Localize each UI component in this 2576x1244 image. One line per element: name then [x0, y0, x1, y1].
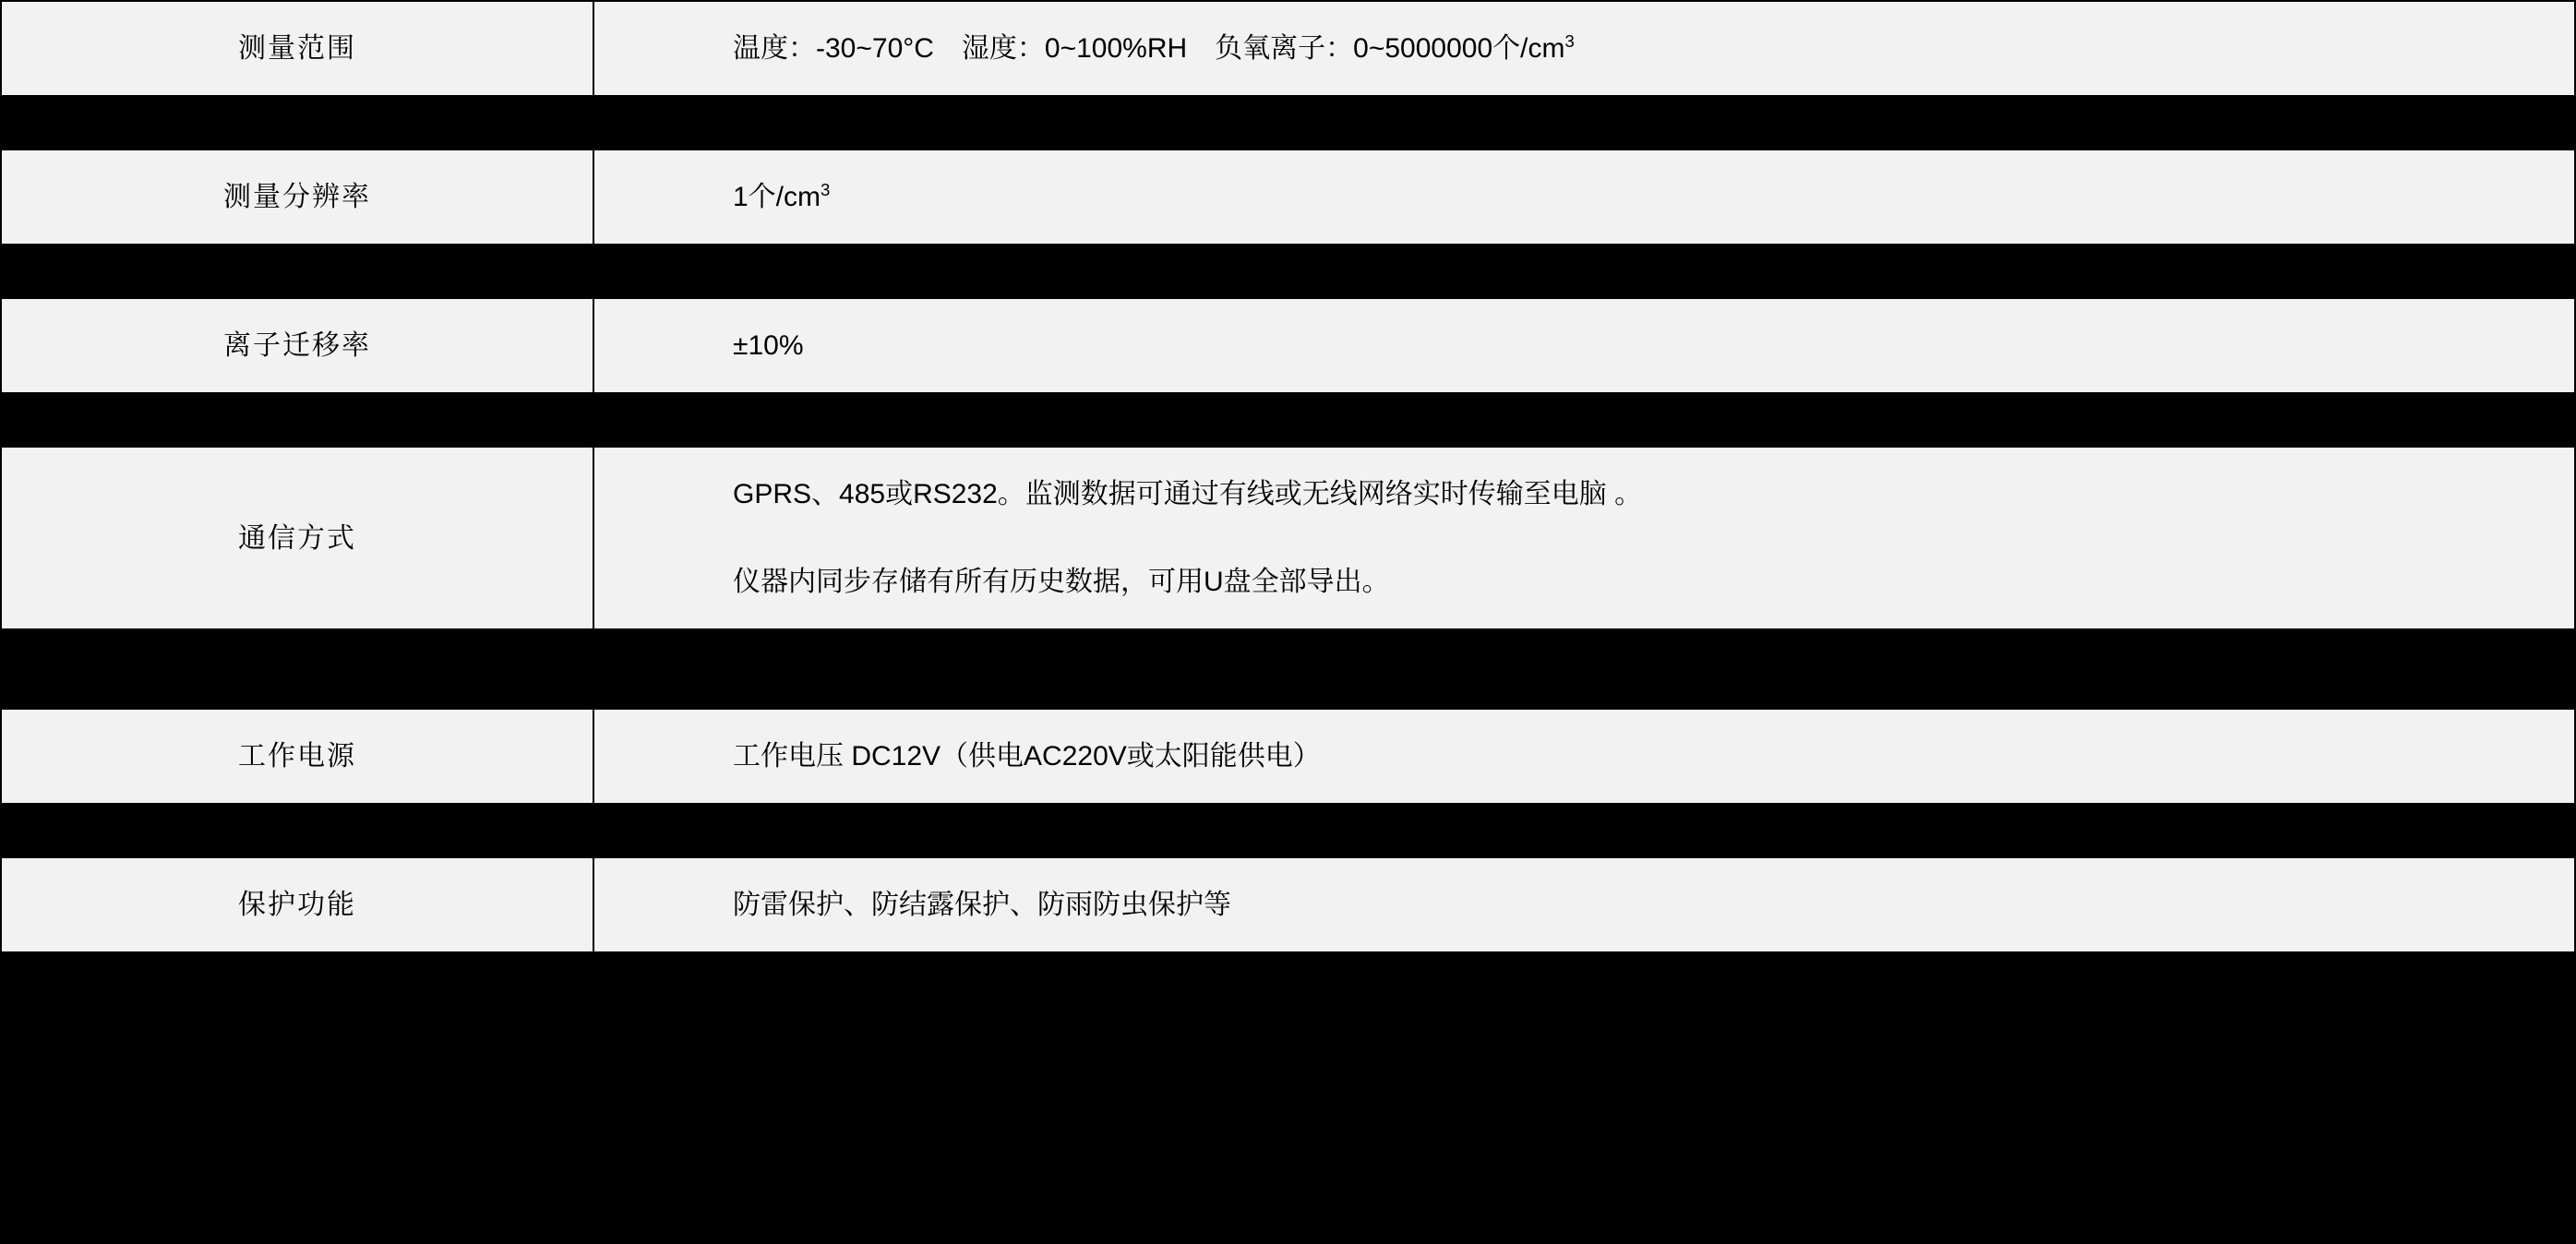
row-spacer-cell: [1, 245, 2575, 298]
row-spacer-cell: [1, 804, 2575, 857]
spec-value-line: GPRS、485或RS232。监测数据可通过有线或无线网络实时传输至电脑 。: [733, 479, 1643, 509]
table-row: [1, 857, 2575, 952]
spec-value-text: 1个/cm: [733, 182, 821, 212]
spec-value: [593, 447, 2575, 629]
spec-value-line: [733, 171, 2574, 223]
spec-value-line: 工作电压 DC12V（供电AC220V或太阳能供电）: [733, 741, 1321, 772]
table-row: [1, 447, 2575, 629]
spec-value: [593, 150, 2575, 245]
spec-value-text: ±10%: [733, 330, 804, 361]
spec-label: 测量分辨率: [1, 150, 593, 245]
row-spacer: [1, 629, 2575, 709]
page-bottom-filler: [0, 953, 2576, 1064]
table-row: [1, 150, 2575, 245]
spec-value-line: 防雷保护、防结露保护、防雨防虫保护等: [733, 890, 1231, 920]
row-spacer-cell: [1, 393, 2575, 447]
spec-value-line: [733, 22, 2574, 75]
spec-value-text: 温度：-30~70°C 湿度：0~100%RH 负氧离子：0~5000000个/cm: [733, 33, 1565, 64]
row-spacer: [1, 804, 2575, 857]
spec-value: [593, 298, 2575, 393]
table-row: [1, 298, 2575, 393]
spec-value-line: 仪器内同步存储有所有历史数据，可用U盘全部导出。: [733, 567, 1390, 597]
table-row: [1, 709, 2575, 804]
table-row: [1, 1, 2575, 96]
spec-value: [593, 709, 2575, 804]
row-spacer-cell: [1, 96, 2575, 150]
spec-value-superscript: 3: [1564, 31, 1575, 51]
row-spacer: [1, 96, 2575, 150]
spec-value: [593, 857, 2575, 952]
spec-label: 测量范围: [1, 1, 593, 96]
row-spacer: [1, 245, 2575, 298]
spec-label: 离子迁移率: [1, 298, 593, 393]
spec-value-superscript: 3: [821, 180, 831, 199]
row-spacer: [1, 393, 2575, 447]
spec-label: 通信方式: [1, 447, 593, 629]
specification-table-body: [1, 1, 2575, 952]
spec-label: 工作电源: [1, 709, 593, 804]
spec-value: [593, 1, 2575, 96]
row-spacer-cell: [1, 629, 2575, 709]
spec-value-line: [733, 319, 2574, 372]
spec-label: 保护功能: [1, 857, 593, 952]
